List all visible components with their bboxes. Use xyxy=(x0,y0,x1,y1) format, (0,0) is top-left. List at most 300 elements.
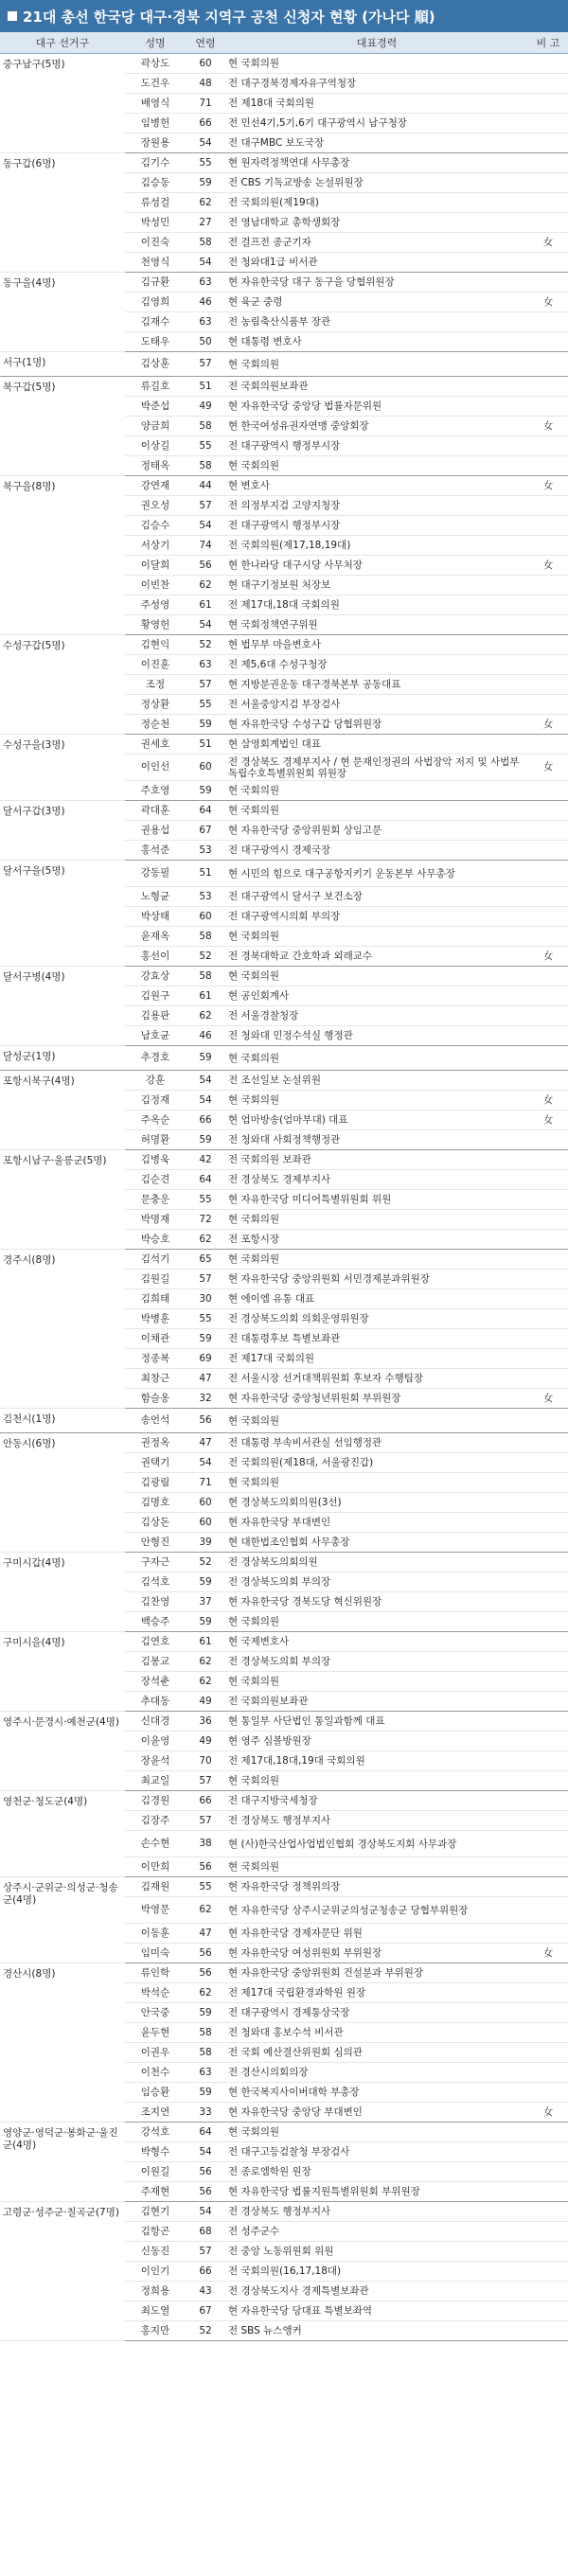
candidate-name: 곽대훈 xyxy=(125,801,186,821)
candidate-career: 현 한국복지사이버대학 부총장 xyxy=(225,2083,528,2103)
candidate-note xyxy=(528,2262,568,2282)
candidate-note xyxy=(528,2023,568,2043)
candidate-age: 36 xyxy=(186,1712,225,1732)
candidate-note: 女 xyxy=(528,715,568,735)
candidate-career: 전 경상북도의회 부의장 xyxy=(225,1652,528,1672)
candidate-age: 64 xyxy=(186,1170,225,1190)
candidate-note xyxy=(528,193,568,213)
candidate-career: 현 대통령 변호사 xyxy=(225,332,528,352)
candidate-note xyxy=(528,1150,568,1170)
candidate-name: 손수현 xyxy=(125,1831,186,1857)
candidate-career: 현 국제변호사 xyxy=(225,1632,528,1652)
candidate-note xyxy=(528,456,568,476)
candidate-career: 전 청와대 민정수석실 행정관 xyxy=(225,1026,528,1046)
candidate-name: 박승호 xyxy=(125,1230,186,1250)
candidate-career: 전 농림축산식품부 장관 xyxy=(225,312,528,332)
candidate-name: 김상돈 xyxy=(125,1513,186,1533)
candidate-career: 전 서울경찰청장 xyxy=(225,1006,528,1026)
candidate-name: 이천수 xyxy=(125,2063,186,2083)
candidate-age: 54 xyxy=(186,1071,225,1091)
candidate-age: 58 xyxy=(186,2023,225,2043)
candidate-name: 노형균 xyxy=(125,887,186,907)
candidate-name: 임미숙 xyxy=(125,1944,186,1963)
candidate-note xyxy=(528,312,568,332)
candidate-name: 이인기 xyxy=(125,2262,186,2282)
candidate-name: 강동필 xyxy=(125,861,186,887)
candidate-note xyxy=(528,2321,568,2341)
candidate-note xyxy=(528,436,568,456)
candidate-name: 이인선 xyxy=(125,755,186,781)
candidate-career: 현 국회의원 xyxy=(225,1210,528,1230)
candidate-career: 현 자유한국당 중앙당 부대변인 xyxy=(225,2103,528,2123)
candidate-note xyxy=(528,595,568,615)
candidate-career: 현 삼영회계법인 대표 xyxy=(225,735,528,755)
table-row xyxy=(0,735,568,755)
table-row xyxy=(0,1712,568,1732)
candidate-name: 이동훈 xyxy=(125,1924,186,1944)
candidate-career: 현 국회정책연구위원 xyxy=(225,615,528,635)
candidate-name: 도건우 xyxy=(125,74,186,94)
candidate-career: 전 경상북도의회 의회운영위원장 xyxy=(225,1309,528,1329)
candidate-name: 주재현 xyxy=(125,2182,186,2202)
candidate-career: 현 자유한국당 부대변인 xyxy=(225,1513,528,1533)
candidate-career: 전 청와대 홍보수석 비서관 xyxy=(225,2023,528,2043)
candidate-name: 허명환 xyxy=(125,1130,186,1150)
candidate-career: 현 자유한국당 경제자문단 위원 xyxy=(225,1924,528,1944)
candidate-age: 56 xyxy=(186,1944,225,1963)
candidate-career: 현 대구기정보원 처장보 xyxy=(225,576,528,595)
candidate-note xyxy=(528,986,568,1006)
candidate-career: 현 국회의원 xyxy=(225,54,528,74)
candidate-name: 김원길 xyxy=(125,1270,186,1289)
candidate-career: 현 자유한국당 경북도당 혁신위원장 xyxy=(225,1592,528,1612)
table-row xyxy=(0,1150,568,1170)
candidate-age: 62 xyxy=(186,1006,225,1026)
candidate-career: 현 자유한국당 중앙청년위원회 부위원장 xyxy=(225,1389,528,1409)
district-cell: 수성구을(3명) xyxy=(0,735,125,801)
candidate-age: 60 xyxy=(186,907,225,927)
candidate-career: 전 민선4기,5기,6기 대구광역시 남구청장 xyxy=(225,114,528,133)
candidate-note: 女 xyxy=(528,947,568,967)
candidate-career: 전 경상북도 경제부지사 xyxy=(225,1170,528,1190)
candidate-note xyxy=(528,253,568,273)
candidate-name: 김상훈 xyxy=(125,352,186,377)
table-row xyxy=(0,54,568,74)
candidate-age: 71 xyxy=(186,1473,225,1493)
candidate-age: 47 xyxy=(186,1924,225,1944)
candidate-career: 전 종로엠학원 원장 xyxy=(225,2162,528,2182)
header-name: 성명 xyxy=(125,32,186,54)
district-cell: 고령군·성주군·칠곡군(7명) xyxy=(0,2202,125,2341)
candidate-career: 전 제17대,18대,19대 국회의원 xyxy=(225,1751,528,1771)
candidate-note: 女 xyxy=(528,2103,568,2123)
candidate-age: 62 xyxy=(186,193,225,213)
candidate-name: 박형수 xyxy=(125,2142,186,2162)
candidate-note: 女 xyxy=(528,1389,568,1409)
candidate-age: 59 xyxy=(186,781,225,801)
candidate-age: 47 xyxy=(186,1369,225,1389)
candidate-age: 56 xyxy=(186,1409,225,1433)
candidate-note xyxy=(528,1831,568,1857)
candidate-career: 전 제17대 국회의원 xyxy=(225,1349,528,1369)
candidate-name: 김기수 xyxy=(125,153,186,173)
candidate-name: 배영식 xyxy=(125,94,186,114)
candidate-career: 전 국회 예산결산위원회 심의관 xyxy=(225,2043,528,2063)
candidate-name: 이진숙 xyxy=(125,233,186,253)
candidate-age: 61 xyxy=(186,1632,225,1652)
candidate-note xyxy=(528,1473,568,1493)
district-cell: 달서구갑(3명) xyxy=(0,801,125,861)
candidate-career: 전 CBS 기독교방송 논설위원장 xyxy=(225,173,528,193)
candidate-note xyxy=(528,496,568,516)
table-row xyxy=(0,1632,568,1652)
candidate-name: 김석호 xyxy=(125,1572,186,1592)
candidate-career: 현 엄마방송(엄마부대) 대표 xyxy=(225,1110,528,1130)
candidate-name: 도태우 xyxy=(125,332,186,352)
candidate-note xyxy=(528,2123,568,2142)
candidate-age: 60 xyxy=(186,755,225,781)
candidate-age: 62 xyxy=(186,1672,225,1692)
candidate-career: 전 청와대 사회정책행정관 xyxy=(225,1130,528,1150)
candidate-age: 58 xyxy=(186,417,225,436)
candidate-note xyxy=(528,695,568,715)
candidate-career: 전 청와대1급 비서관 xyxy=(225,253,528,273)
candidate-age: 57 xyxy=(186,1771,225,1791)
candidate-name: 서상기 xyxy=(125,536,186,556)
candidate-age: 62 xyxy=(186,1983,225,2003)
candidate-note xyxy=(528,1230,568,1250)
candidate-name: 김순견 xyxy=(125,1170,186,1190)
candidate-name: 조정 xyxy=(125,675,186,695)
district-cell: 중구남구(5명) xyxy=(0,54,125,153)
candidate-name: 김석기 xyxy=(125,1250,186,1270)
district-cell: 동구을(4명) xyxy=(0,273,125,352)
candidate-name: 강연재 xyxy=(125,476,186,496)
candidate-career: 현 한나라당 대구시당 사무처장 xyxy=(225,556,528,576)
candidate-note xyxy=(528,1006,568,1026)
candidate-career: 현 국회의원 xyxy=(225,2123,528,2142)
candidate-name: 장석춘 xyxy=(125,1672,186,1692)
candidate-note xyxy=(528,2063,568,2083)
candidate-name: 김승수 xyxy=(125,516,186,536)
candidate-name: 류길호 xyxy=(125,377,186,397)
candidate-age: 54 xyxy=(186,2202,225,2222)
candidate-career: 현 국회의원 xyxy=(225,352,528,377)
candidate-name: 권오성 xyxy=(125,496,186,516)
candidate-note xyxy=(528,1289,568,1309)
candidate-note xyxy=(528,821,568,841)
district-cell: 포항시남구·울릉군(5명) xyxy=(0,1150,125,1250)
candidate-age: 52 xyxy=(186,2321,225,2341)
candidate-note xyxy=(528,1026,568,1046)
candidate-career: 전 의정부지검 고양지청장 xyxy=(225,496,528,516)
candidate-age: 54 xyxy=(186,253,225,273)
candidate-career: 현 국회의원 xyxy=(225,967,528,986)
candidate-career: 현 국회의원 xyxy=(225,1091,528,1110)
candidate-age: 57 xyxy=(186,1270,225,1289)
candidate-age: 59 xyxy=(186,1572,225,1592)
candidate-note xyxy=(528,1791,568,1811)
district-cell: 안동시(6명) xyxy=(0,1433,125,1553)
table-row xyxy=(0,352,568,377)
candidate-career: 전 경상북도 행정부지사 xyxy=(225,1811,528,1831)
candidate-name: 최교일 xyxy=(125,1771,186,1791)
district-cell: 서구(1명) xyxy=(0,352,125,377)
table-title xyxy=(0,0,568,32)
candidate-age: 30 xyxy=(186,1289,225,1309)
candidate-career: 전 대구고등검찰청 부장검사 xyxy=(225,2142,528,2162)
candidate-career: 현 영주 심볼방원장 xyxy=(225,1732,528,1751)
candidate-name: 강훈 xyxy=(125,1071,186,1091)
table-row xyxy=(0,476,568,496)
candidate-name: 백승주 xyxy=(125,1612,186,1632)
candidate-note: 女 xyxy=(528,233,568,253)
candidate-career: 전 제17대,18대 국회의원 xyxy=(225,595,528,615)
candidate-name: 추경호 xyxy=(125,1046,186,1071)
candidate-name: 김정재 xyxy=(125,1091,186,1110)
candidate-name: 윤재옥 xyxy=(125,927,186,947)
candidate-note xyxy=(528,2043,568,2063)
candidate-name: 김찬영 xyxy=(125,1592,186,1612)
candidate-note xyxy=(528,516,568,536)
candidate-career: 전 대구광역시 행정부시장 xyxy=(225,436,528,456)
candidate-name: 신동진 xyxy=(125,2242,186,2262)
candidate-note xyxy=(528,1672,568,1692)
candidate-career: 현 에이엠 유통 대표 xyxy=(225,1289,528,1309)
candidate-career: 현 시민의 힘으로 대구공항지키기 운동본부 사무총장 xyxy=(225,861,528,887)
candidate-name: 주옥순 xyxy=(125,1110,186,1130)
candidate-note xyxy=(528,1329,568,1349)
candidate-career: 전 제18대 국회의원 xyxy=(225,94,528,114)
candidate-career: 현 지방분권운동 대구경북본부 공동대표 xyxy=(225,675,528,695)
candidate-career: 현 국회의원 xyxy=(225,456,528,476)
candidate-age: 67 xyxy=(186,821,225,841)
candidate-age: 44 xyxy=(186,476,225,496)
candidate-career: 전 대구경북경제자유구역청장 xyxy=(225,74,528,94)
candidate-age: 66 xyxy=(186,2262,225,2282)
candidate-career: 현 자유한국당 여성위원회 부위원장 xyxy=(225,1944,528,1963)
district-cell: 구미시을(4명) xyxy=(0,1632,125,1712)
candidate-note: 女 xyxy=(528,1944,568,1963)
candidate-name: 최창근 xyxy=(125,1369,186,1389)
candidate-name: 주호영 xyxy=(125,781,186,801)
candidate-name: 이진훈 xyxy=(125,655,186,675)
candidate-note xyxy=(528,133,568,153)
district-cell: 달서구을(5명) xyxy=(0,861,125,967)
table-row xyxy=(0,967,568,986)
candidate-note xyxy=(528,1349,568,1369)
candidate-name: 정순천 xyxy=(125,715,186,735)
candidate-note xyxy=(528,655,568,675)
candidate-age: 54 xyxy=(186,1453,225,1473)
candidate-note xyxy=(528,114,568,133)
candidate-career: 현 국회의원 xyxy=(225,1046,528,1071)
candidate-age: 51 xyxy=(186,377,225,397)
candidate-career: 현 국회의원 xyxy=(225,801,528,821)
candidate-name: 권택기 xyxy=(125,1453,186,1473)
candidate-name: 박명재 xyxy=(125,1210,186,1230)
candidate-name: 김원구 xyxy=(125,986,186,1006)
candidate-name: 박준섭 xyxy=(125,397,186,417)
candidate-note xyxy=(528,1409,568,1433)
candidate-name: 박영문 xyxy=(125,1897,186,1924)
candidate-note xyxy=(528,153,568,173)
candidate-name: 김용판 xyxy=(125,1006,186,1026)
candidate-age: 57 xyxy=(186,1811,225,1831)
candidate-note xyxy=(528,1369,568,1389)
candidate-age: 62 xyxy=(186,1652,225,1672)
candidate-age: 54 xyxy=(186,516,225,536)
candidate-career: 전 국회의원(제17,18,19대) xyxy=(225,536,528,556)
candidate-name: 강효상 xyxy=(125,967,186,986)
candidate-age: 66 xyxy=(186,1110,225,1130)
candidate-note xyxy=(528,397,568,417)
candidate-age: 48 xyxy=(186,74,225,94)
candidate-note xyxy=(528,1309,568,1329)
candidate-career: 전 국회의원보좌관 xyxy=(225,1692,528,1712)
candidate-career: 전 대구광역시 경제통상국장 xyxy=(225,2003,528,2023)
candidate-name: 조지연 xyxy=(125,2103,186,2123)
candidate-age: 58 xyxy=(186,456,225,476)
candidate-note xyxy=(528,1811,568,1831)
table-row xyxy=(0,861,568,887)
candidate-name: 황영헌 xyxy=(125,615,186,635)
candidate-note xyxy=(528,1712,568,1732)
candidate-name: 박상태 xyxy=(125,907,186,927)
candidate-name: 김승동 xyxy=(125,173,186,193)
candidate-note xyxy=(528,1250,568,1270)
candidate-career: 현 국회의원 xyxy=(225,1672,528,1692)
table-row xyxy=(0,1046,568,1071)
district-cell: 북구을(8명) xyxy=(0,476,125,635)
candidate-note xyxy=(528,1692,568,1712)
candidate-age: 54 xyxy=(186,133,225,153)
candidate-name: 장윤석 xyxy=(125,1751,186,1771)
candidate-name: 홍선이 xyxy=(125,947,186,967)
candidate-age: 64 xyxy=(186,801,225,821)
district-cell: 상주시·군위군·의성군·청송군(4명) xyxy=(0,1877,125,1963)
candidate-career: 현 자유한국당 중앙위원회 건설분과 부위원장 xyxy=(225,1963,528,1983)
candidate-note xyxy=(528,332,568,352)
candidate-name: 최도열 xyxy=(125,2301,186,2321)
candidate-note xyxy=(528,2202,568,2222)
candidate-note xyxy=(528,2222,568,2242)
candidate-age: 51 xyxy=(186,735,225,755)
candidate-age: 62 xyxy=(186,1897,225,1924)
table-row xyxy=(0,2202,568,2222)
candidate-note xyxy=(528,1771,568,1791)
candidate-age: 71 xyxy=(186,94,225,114)
candidate-note xyxy=(528,1877,568,1897)
candidate-name: 박석순 xyxy=(125,1983,186,2003)
candidate-age: 46 xyxy=(186,293,225,312)
candidate-name: 김현익 xyxy=(125,635,186,655)
candidate-name: 김현기 xyxy=(125,2202,186,2222)
candidate-age: 63 xyxy=(186,312,225,332)
header-career: 대표경력 xyxy=(225,32,528,54)
candidate-note xyxy=(528,1963,568,1983)
candidate-career: 전 국회의원보좌관 xyxy=(225,377,528,397)
candidate-age: 59 xyxy=(186,1046,225,1071)
candidate-note xyxy=(528,1190,568,1210)
table-row xyxy=(0,1250,568,1270)
candidate-note xyxy=(528,94,568,114)
candidate-note xyxy=(528,352,568,377)
district-cell: 달서구병(4명) xyxy=(0,967,125,1046)
candidate-age: 66 xyxy=(186,114,225,133)
candidate-note xyxy=(528,735,568,755)
candidate-career: 현 국회의원 xyxy=(225,1409,528,1433)
candidate-name: 임승환 xyxy=(125,2083,186,2103)
district-cell: 수성구갑(5명) xyxy=(0,635,125,735)
candidate-age: 62 xyxy=(186,1230,225,1250)
candidate-age: 55 xyxy=(186,695,225,715)
district-cell: 김천시(1명) xyxy=(0,1409,125,1433)
candidate-note xyxy=(528,576,568,595)
candidate-name: 정희용 xyxy=(125,2282,186,2301)
candidate-age: 38 xyxy=(186,1831,225,1857)
table-row xyxy=(0,273,568,293)
candidate-age: 58 xyxy=(186,927,225,947)
candidate-career: 전 대구MBC 보도국장 xyxy=(225,133,528,153)
title-text: 21대 총선 한국당 대구·경북 지역구 공천 신청자 현황 (가나다 順) xyxy=(23,8,435,26)
candidate-career: 현 자유한국당 수성구갑 당협위원장 xyxy=(225,715,528,735)
candidate-age: 59 xyxy=(186,173,225,193)
candidate-age: 54 xyxy=(186,2142,225,2162)
candidate-age: 57 xyxy=(186,2242,225,2262)
table-row xyxy=(0,1877,568,1897)
candidate-name: 김경원 xyxy=(125,1791,186,1811)
candidate-note xyxy=(528,841,568,861)
candidate-career: 현 (사)한국산업사업법인협회 경상북도지회 사무과장 xyxy=(225,1831,528,1857)
candidate-name: 안국중 xyxy=(125,2003,186,2023)
candidate-age: 52 xyxy=(186,635,225,655)
candidate-name: 권세호 xyxy=(125,735,186,755)
candidate-note xyxy=(528,1632,568,1652)
candidate-note xyxy=(528,2162,568,2182)
candidate-note xyxy=(528,1453,568,1473)
table-row xyxy=(0,1071,568,1091)
candidate-age: 52 xyxy=(186,1553,225,1572)
table-row xyxy=(0,1963,568,1983)
candidate-note xyxy=(528,2083,568,2103)
candidate-career: 현 변호사 xyxy=(225,476,528,496)
candidate-name: 이권우 xyxy=(125,2043,186,2063)
candidate-note xyxy=(528,1612,568,1632)
candidate-note xyxy=(528,1732,568,1751)
candidate-note xyxy=(528,1210,568,1230)
candidate-career: 전 대구광역시 행정부시장 xyxy=(225,516,528,536)
candidate-name: 김연호 xyxy=(125,1632,186,1652)
candidate-age: 68 xyxy=(186,2222,225,2242)
candidate-age: 51 xyxy=(186,861,225,887)
candidate-name: 정태옥 xyxy=(125,456,186,476)
candidate-age: 55 xyxy=(186,436,225,456)
candidate-name: 남호균 xyxy=(125,1026,186,1046)
district-cell: 경산시(8명) xyxy=(0,1963,125,2123)
candidate-age: 57 xyxy=(186,675,225,695)
district-cell: 영주시·문경시·예천군(4명) xyxy=(0,1712,125,1791)
candidate-age: 32 xyxy=(186,1389,225,1409)
candidate-note xyxy=(528,1553,568,1572)
table-row xyxy=(0,153,568,173)
candidate-name: 이상길 xyxy=(125,436,186,456)
candidate-name: 추대동 xyxy=(125,1692,186,1712)
candidate-age: 60 xyxy=(186,1513,225,1533)
candidate-age: 72 xyxy=(186,1210,225,1230)
candidate-career: 전 영남대학교 총학생회장 xyxy=(225,213,528,233)
candidate-career: 전 중앙 노동위원회 위원 xyxy=(225,2242,528,2262)
